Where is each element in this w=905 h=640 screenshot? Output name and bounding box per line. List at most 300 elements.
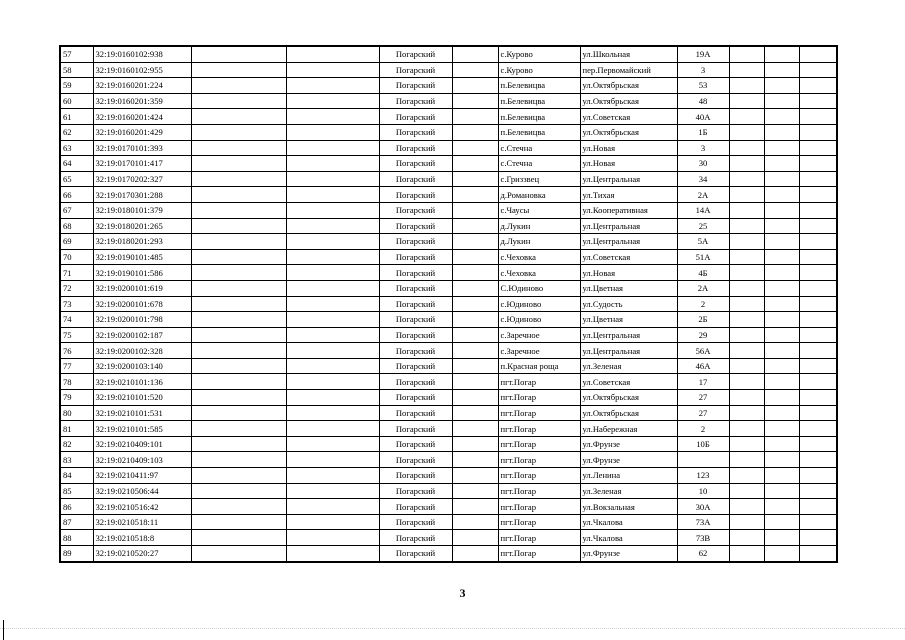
empty-cell bbox=[799, 514, 837, 530]
empty-cell bbox=[286, 327, 379, 343]
table-row bbox=[60, 296, 837, 312]
empty-cell bbox=[799, 421, 837, 437]
empty-cell bbox=[191, 156, 286, 172]
empty-cell bbox=[191, 483, 286, 499]
street-cell: ул.Октябрьская bbox=[580, 93, 677, 109]
cadastral-number-cell: 32:19:0160201:359 bbox=[93, 93, 191, 109]
empty-cell bbox=[799, 156, 837, 172]
house-number-cell: 5А bbox=[677, 234, 729, 250]
empty-cell bbox=[764, 374, 799, 390]
empty-cell bbox=[729, 46, 764, 62]
row-number-cell: 79 bbox=[60, 390, 93, 406]
table-row bbox=[60, 312, 837, 328]
empty-cell bbox=[286, 483, 379, 499]
row-number-cell: 60 bbox=[60, 93, 93, 109]
row-number-cell: 58 bbox=[60, 62, 93, 78]
cadastral-number-cell: 32:19:0210516:42 bbox=[93, 499, 191, 515]
empty-cell bbox=[452, 452, 498, 468]
empty-cell bbox=[799, 390, 837, 406]
empty-cell bbox=[729, 405, 764, 421]
row-number-cell: 81 bbox=[60, 421, 93, 437]
row-number-cell: 73 bbox=[60, 296, 93, 312]
empty-cell bbox=[764, 156, 799, 172]
empty-cell bbox=[729, 62, 764, 78]
locality-cell: с.Стечна bbox=[498, 140, 580, 156]
district-cell: Погарский bbox=[379, 171, 452, 187]
locality-cell: с.Чаусы bbox=[498, 202, 580, 218]
empty-cell bbox=[799, 187, 837, 203]
empty-cell bbox=[286, 514, 379, 530]
house-number-cell: 62 bbox=[677, 546, 729, 562]
empty-cell bbox=[799, 109, 837, 125]
empty-cell bbox=[286, 156, 379, 172]
empty-cell bbox=[191, 218, 286, 234]
empty-cell bbox=[286, 468, 379, 484]
empty-cell bbox=[191, 124, 286, 140]
empty-cell bbox=[191, 390, 286, 406]
empty-cell bbox=[286, 374, 379, 390]
empty-cell bbox=[286, 62, 379, 78]
empty-cell bbox=[191, 421, 286, 437]
street-cell: ул.Цветная bbox=[580, 280, 677, 296]
district-cell: Погарский bbox=[379, 327, 452, 343]
empty-cell bbox=[191, 93, 286, 109]
table-row bbox=[60, 327, 837, 343]
empty-cell bbox=[729, 202, 764, 218]
empty-cell bbox=[286, 109, 379, 125]
row-number-cell: 76 bbox=[60, 343, 93, 359]
locality-cell: п.Красная роща bbox=[498, 358, 580, 374]
row-number-cell: 68 bbox=[60, 218, 93, 234]
street-cell: ул.Новая bbox=[580, 265, 677, 281]
empty-cell bbox=[799, 265, 837, 281]
row-number-cell: 75 bbox=[60, 327, 93, 343]
district-cell: Погарский bbox=[379, 358, 452, 374]
table-body bbox=[60, 46, 837, 562]
empty-cell bbox=[452, 249, 498, 265]
empty-cell bbox=[764, 530, 799, 546]
table-row bbox=[60, 140, 837, 156]
street-cell: ул.Центральная bbox=[580, 218, 677, 234]
locality-cell: с.Чеховка bbox=[498, 265, 580, 281]
table-row bbox=[60, 265, 837, 281]
empty-cell bbox=[764, 234, 799, 250]
street-cell: ул.Советская bbox=[580, 374, 677, 390]
locality-cell: с.Юдиново bbox=[498, 312, 580, 328]
empty-cell bbox=[286, 46, 379, 62]
locality-cell: д.Романовка bbox=[498, 187, 580, 203]
empty-cell bbox=[191, 62, 286, 78]
street-cell: ул.Советская bbox=[580, 109, 677, 125]
district-cell: Погарский bbox=[379, 124, 452, 140]
table-row bbox=[60, 171, 837, 187]
locality-cell: с.Заречное bbox=[498, 343, 580, 359]
house-number-cell: 48 bbox=[677, 93, 729, 109]
row-number-cell: 65 bbox=[60, 171, 93, 187]
locality-cell: пгт.Погар bbox=[498, 546, 580, 562]
house-number-cell: 1Б bbox=[677, 124, 729, 140]
empty-cell bbox=[191, 468, 286, 484]
empty-cell bbox=[729, 280, 764, 296]
empty-cell bbox=[452, 93, 498, 109]
cadastral-number-cell: 32:19:0170101:393 bbox=[93, 140, 191, 156]
district-cell: Погарский bbox=[379, 296, 452, 312]
district-cell: Погарский bbox=[379, 109, 452, 125]
table-row bbox=[60, 218, 837, 234]
empty-cell bbox=[764, 312, 799, 328]
house-number-cell: 2А bbox=[677, 280, 729, 296]
empty-cell bbox=[799, 452, 837, 468]
empty-cell bbox=[729, 93, 764, 109]
cadastral-number-cell: 32:19:0210409:103 bbox=[93, 452, 191, 468]
row-number-cell: 71 bbox=[60, 265, 93, 281]
row-number-cell: 87 bbox=[60, 514, 93, 530]
empty-cell bbox=[286, 140, 379, 156]
empty-cell bbox=[729, 327, 764, 343]
empty-cell bbox=[729, 124, 764, 140]
cadastral-number-cell: 32:19:0200103:140 bbox=[93, 358, 191, 374]
locality-cell: пгт.Погар bbox=[498, 499, 580, 515]
cadastral-number-cell: 32:19:0170301:288 bbox=[93, 187, 191, 203]
locality-cell: пгт.Погар bbox=[498, 421, 580, 437]
empty-cell bbox=[799, 483, 837, 499]
empty-cell bbox=[191, 312, 286, 328]
district-cell: Погарский bbox=[379, 421, 452, 437]
house-number-cell: 30 bbox=[677, 156, 729, 172]
page-number: 3 bbox=[459, 586, 466, 600]
empty-cell bbox=[764, 124, 799, 140]
locality-cell: с.Чеховка bbox=[498, 249, 580, 265]
locality-cell: пгт.Погар bbox=[498, 514, 580, 530]
street-cell: ул.Зеленая bbox=[580, 358, 677, 374]
empty-cell bbox=[799, 78, 837, 94]
empty-cell bbox=[764, 343, 799, 359]
table-row bbox=[60, 405, 837, 421]
empty-cell bbox=[286, 499, 379, 515]
district-cell: Погарский bbox=[379, 452, 452, 468]
empty-cell bbox=[729, 468, 764, 484]
house-number-cell: 27 bbox=[677, 405, 729, 421]
table-row bbox=[60, 280, 837, 296]
table-row bbox=[60, 452, 837, 468]
empty-cell bbox=[452, 171, 498, 187]
district-cell: Погарский bbox=[379, 514, 452, 530]
district-cell: Погарский bbox=[379, 218, 452, 234]
empty-cell bbox=[764, 265, 799, 281]
empty-cell bbox=[764, 483, 799, 499]
empty-cell bbox=[191, 530, 286, 546]
street-cell: ул.Вокзальная bbox=[580, 499, 677, 515]
row-number-cell: 69 bbox=[60, 234, 93, 250]
empty-cell bbox=[764, 452, 799, 468]
empty-cell bbox=[286, 249, 379, 265]
empty-cell bbox=[452, 499, 498, 515]
empty-cell bbox=[764, 93, 799, 109]
empty-cell bbox=[729, 218, 764, 234]
row-number-cell: 77 bbox=[60, 358, 93, 374]
empty-cell bbox=[799, 530, 837, 546]
table-row bbox=[60, 468, 837, 484]
empty-cell bbox=[764, 296, 799, 312]
locality-cell: с.Курово bbox=[498, 62, 580, 78]
street-cell: ул.Центральная bbox=[580, 327, 677, 343]
empty-cell bbox=[729, 546, 764, 562]
empty-cell bbox=[729, 530, 764, 546]
empty-cell bbox=[764, 421, 799, 437]
row-number-cell: 74 bbox=[60, 312, 93, 328]
row-number-cell: 82 bbox=[60, 436, 93, 452]
empty-cell bbox=[191, 249, 286, 265]
cadastral-number-cell: 32:19:0210518:11 bbox=[93, 514, 191, 530]
table-row bbox=[60, 374, 837, 390]
house-number-cell bbox=[677, 452, 729, 468]
cadastral-number-cell: 32:19:0160201:224 bbox=[93, 78, 191, 94]
empty-cell bbox=[799, 249, 837, 265]
street-cell: ул.Тихая bbox=[580, 187, 677, 203]
district-cell: Погарский bbox=[379, 156, 452, 172]
empty-cell bbox=[729, 78, 764, 94]
empty-cell bbox=[286, 530, 379, 546]
empty-cell bbox=[452, 124, 498, 140]
street-cell: ул.Чкалова bbox=[580, 530, 677, 546]
empty-cell bbox=[452, 156, 498, 172]
street-cell: ул.Центральная bbox=[580, 343, 677, 359]
empty-cell bbox=[191, 234, 286, 250]
empty-cell bbox=[191, 140, 286, 156]
cadastral-number-cell: 32:19:0210101:520 bbox=[93, 390, 191, 406]
district-cell: Погарский bbox=[379, 405, 452, 421]
district-cell: Погарский bbox=[379, 93, 452, 109]
empty-cell bbox=[452, 187, 498, 203]
empty-cell bbox=[799, 202, 837, 218]
table-row bbox=[60, 62, 837, 78]
empty-cell bbox=[452, 530, 498, 546]
empty-cell bbox=[286, 78, 379, 94]
empty-cell bbox=[799, 280, 837, 296]
empty-cell bbox=[729, 421, 764, 437]
empty-cell bbox=[452, 390, 498, 406]
street-cell: ул.Фрунзе bbox=[580, 546, 677, 562]
empty-cell bbox=[286, 312, 379, 328]
empty-cell bbox=[729, 343, 764, 359]
empty-cell bbox=[452, 218, 498, 234]
empty-cell bbox=[452, 109, 498, 125]
street-cell: ул.Октябрьская bbox=[580, 78, 677, 94]
empty-cell bbox=[452, 436, 498, 452]
locality-cell: с.Стечна bbox=[498, 156, 580, 172]
cadastral-number-cell: 32:19:0210101:585 bbox=[93, 421, 191, 437]
empty-cell bbox=[799, 405, 837, 421]
cadastral-number-cell: 32:19:0180101:379 bbox=[93, 202, 191, 218]
table-row bbox=[60, 156, 837, 172]
locality-cell: с.Заречное bbox=[498, 327, 580, 343]
empty-cell bbox=[286, 171, 379, 187]
row-number-cell: 83 bbox=[60, 452, 93, 468]
table-row bbox=[60, 436, 837, 452]
house-number-cell: 3 bbox=[677, 140, 729, 156]
empty-cell bbox=[286, 343, 379, 359]
house-number-cell: 2 bbox=[677, 421, 729, 437]
empty-cell bbox=[799, 46, 837, 62]
empty-cell bbox=[452, 78, 498, 94]
table-row bbox=[60, 124, 837, 140]
locality-cell: с.Курово bbox=[498, 46, 580, 62]
cadastral-number-cell: 32:19:0160201:424 bbox=[93, 109, 191, 125]
house-number-cell: 10Б bbox=[677, 436, 729, 452]
empty-cell bbox=[764, 171, 799, 187]
empty-cell bbox=[799, 546, 837, 562]
table-row bbox=[60, 78, 837, 94]
row-number-cell: 63 bbox=[60, 140, 93, 156]
empty-cell bbox=[191, 436, 286, 452]
street-cell: ул.Советская bbox=[580, 249, 677, 265]
table-row bbox=[60, 93, 837, 109]
scan-edge-mark bbox=[3, 620, 4, 640]
empty-cell bbox=[452, 265, 498, 281]
locality-cell: пгт.Погар bbox=[498, 530, 580, 546]
empty-cell bbox=[799, 218, 837, 234]
street-cell: ул.Ленина bbox=[580, 468, 677, 484]
empty-cell bbox=[799, 140, 837, 156]
empty-cell bbox=[452, 140, 498, 156]
empty-cell bbox=[799, 468, 837, 484]
empty-cell bbox=[764, 280, 799, 296]
house-number-cell: 73А bbox=[677, 514, 729, 530]
row-number-cell: 67 bbox=[60, 202, 93, 218]
district-cell: Погарский bbox=[379, 187, 452, 203]
empty-cell bbox=[729, 156, 764, 172]
house-number-cell: 19А bbox=[677, 46, 729, 62]
empty-cell bbox=[452, 546, 498, 562]
house-number-cell: 29 bbox=[677, 327, 729, 343]
locality-cell: пгт.Погар bbox=[498, 390, 580, 406]
cadastral-number-cell: 32:19:0170202:327 bbox=[93, 171, 191, 187]
street-cell: ул.Центральная bbox=[580, 171, 677, 187]
empty-cell bbox=[286, 390, 379, 406]
street-cell: ул.Судость bbox=[580, 296, 677, 312]
empty-cell bbox=[799, 171, 837, 187]
table-row bbox=[60, 530, 837, 546]
empty-cell bbox=[729, 265, 764, 281]
empty-cell bbox=[286, 187, 379, 203]
table-row bbox=[60, 514, 837, 530]
table-row bbox=[60, 343, 837, 359]
empty-cell bbox=[764, 62, 799, 78]
empty-cell bbox=[729, 483, 764, 499]
empty-cell bbox=[286, 265, 379, 281]
empty-cell bbox=[452, 202, 498, 218]
cadastral-number-cell: 32:19:0210520:27 bbox=[93, 546, 191, 562]
empty-cell bbox=[729, 234, 764, 250]
empty-cell bbox=[764, 499, 799, 515]
cadastral-number-cell: 32:19:0160201:429 bbox=[93, 124, 191, 140]
empty-cell bbox=[764, 78, 799, 94]
locality-cell: п.Белевицва bbox=[498, 109, 580, 125]
empty-cell bbox=[799, 62, 837, 78]
empty-cell bbox=[764, 187, 799, 203]
empty-cell bbox=[729, 358, 764, 374]
empty-cell bbox=[729, 312, 764, 328]
empty-cell bbox=[799, 124, 837, 140]
house-number-cell: 27 bbox=[677, 390, 729, 406]
cadastral-number-cell: 32:19:0210518:8 bbox=[93, 530, 191, 546]
house-number-cell: 40А bbox=[677, 109, 729, 125]
house-number-cell: 3 bbox=[677, 62, 729, 78]
district-cell: Погарский bbox=[379, 62, 452, 78]
table-row bbox=[60, 249, 837, 265]
row-number-cell: 78 bbox=[60, 374, 93, 390]
empty-cell bbox=[191, 358, 286, 374]
table-row bbox=[60, 109, 837, 125]
district-cell: Погарский bbox=[379, 530, 452, 546]
empty-cell bbox=[286, 436, 379, 452]
street-cell: ул.Чкалова bbox=[580, 514, 677, 530]
house-number-cell: 123 bbox=[677, 468, 729, 484]
locality-cell: пгт.Погар bbox=[498, 374, 580, 390]
row-number-cell: 64 bbox=[60, 156, 93, 172]
empty-cell bbox=[799, 436, 837, 452]
empty-cell bbox=[452, 234, 498, 250]
empty-cell bbox=[191, 546, 286, 562]
table-row bbox=[60, 187, 837, 203]
house-number-cell: 51А bbox=[677, 249, 729, 265]
empty-cell bbox=[764, 46, 799, 62]
empty-cell bbox=[286, 280, 379, 296]
empty-cell bbox=[286, 93, 379, 109]
scan-noise-line bbox=[0, 628, 905, 630]
empty-cell bbox=[191, 327, 286, 343]
street-cell: ул.Центральная bbox=[580, 234, 677, 250]
empty-cell bbox=[452, 483, 498, 499]
locality-cell: с.Юдиново bbox=[498, 296, 580, 312]
empty-cell bbox=[764, 109, 799, 125]
table-row bbox=[60, 421, 837, 437]
empty-cell bbox=[729, 436, 764, 452]
empty-cell bbox=[191, 109, 286, 125]
empty-cell bbox=[729, 296, 764, 312]
locality-cell: п.Белевицва bbox=[498, 124, 580, 140]
table-row bbox=[60, 202, 837, 218]
empty-cell bbox=[191, 171, 286, 187]
empty-cell bbox=[729, 109, 764, 125]
empty-cell bbox=[452, 421, 498, 437]
house-number-cell: 53 bbox=[677, 78, 729, 94]
empty-cell bbox=[799, 327, 837, 343]
empty-cell bbox=[191, 343, 286, 359]
district-cell: Погарский bbox=[379, 249, 452, 265]
empty-cell bbox=[452, 468, 498, 484]
empty-cell bbox=[452, 280, 498, 296]
house-number-cell: 2А bbox=[677, 187, 729, 203]
empty-cell bbox=[799, 93, 837, 109]
street-cell: ул.Цветная bbox=[580, 312, 677, 328]
locality-cell: пгт.Погар bbox=[498, 483, 580, 499]
empty-cell bbox=[191, 265, 286, 281]
house-number-cell: 2 bbox=[677, 296, 729, 312]
empty-cell bbox=[452, 514, 498, 530]
cadastral-number-cell: 32:19:0200102:328 bbox=[93, 343, 191, 359]
empty-cell bbox=[764, 140, 799, 156]
empty-cell bbox=[764, 436, 799, 452]
empty-cell bbox=[729, 514, 764, 530]
locality-cell: пгт.Погар bbox=[498, 436, 580, 452]
district-cell: Погарский bbox=[379, 483, 452, 499]
street-cell: ул.Октябрьская bbox=[580, 390, 677, 406]
street-cell: ул.Школьная bbox=[580, 46, 677, 62]
empty-cell bbox=[452, 358, 498, 374]
cadastral-number-cell: 32:19:0210411:97 bbox=[93, 468, 191, 484]
cadastral-number-cell: 32:19:0210409:101 bbox=[93, 436, 191, 452]
